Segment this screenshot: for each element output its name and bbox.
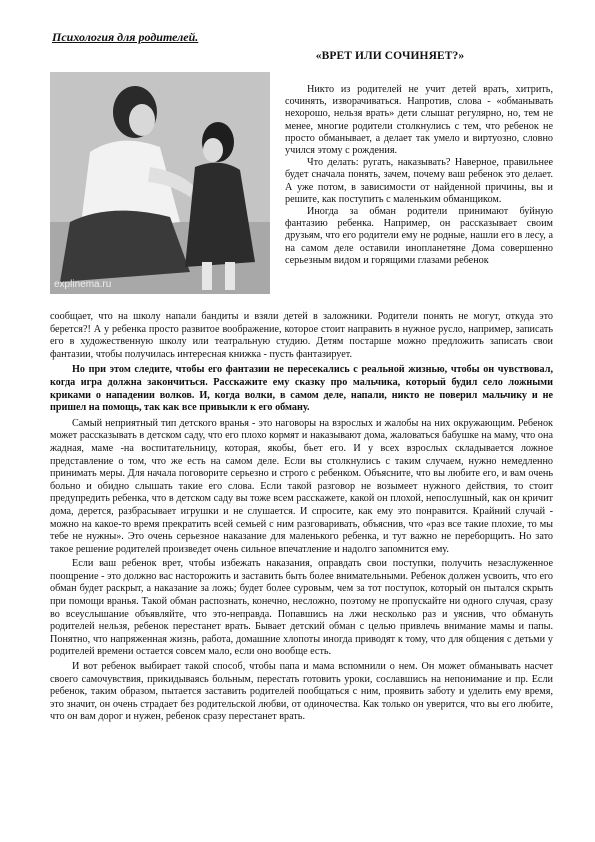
emphasis-paragraph: Но при этом следите, чтобы его фантазии не пересекались с реальной жизнью, чтобы он чувствовал, когда игра должна закончиться. Расскажите ему сказку про мальчика, который будил село ложными криками о нападении волков. И, когда волки, в самом деле, напали, никто не поверил мальчику и не пришел на помощь, так как все привыкли к его обману. bbox=[50, 364, 553, 414]
photo-watermark: explinema.ru bbox=[54, 279, 112, 290]
article-photo bbox=[50, 72, 270, 294]
paragraph: Если ваш ребенок врет, чтобы избежать наказания, оправдать свои поступки, получить незаслуженное поощрение - это должно вас насторожить и заставить быть более внимательными. Ребенок должен усвоить, что его обман будет раскрыт, а наказание за ложь; будет более суровым, чем за тот поступок, который он пытался скрыть при помощи вранья. Такой обман распознать, конечно, несложно, поэтому не пропускайте ни одного случая, сразу во всеуслышание объявляйте, что это-неправда. Попавшись на лжи несколько раз и уяснив, что обмануть родителей нельзя, ребенок перестанет врать. Бывает детский обман с целью привлечь внимание мамы и папы. Понятно, что напряженная жизнь, работа, домашние хлопоты иногда приводят к тому, что для общения с детьми у родителей времени остается совсем мало, если оно вообще есть. bbox=[50, 558, 553, 658]
paragraph: сообщает, что на школу напали бандиты и взяли детей в заложники. Родители понять не могут, откуда это берется?! А у ребенка просто развитое воображение, которое стоит направить в нужное русло, например, записать его в художественную школу или театральную студию. Детям постарше можно предложить записать свои фантазии, чтобы получилась интересная книжка - пусть фантазирует. bbox=[50, 311, 553, 360]
section-header: Психология для родителей. bbox=[52, 30, 199, 44]
body-text bbox=[50, 311, 553, 724]
article-title: «ВРЕТ ИЛИ СОЧИНЯЕТ?» bbox=[315, 50, 465, 62]
paragraph: Самый неприятный тип детского вранья - это наговоры на взрослых и жалобы на них окружающим. Ребенок может рассказывать в детском саду, что его плохо кормят и наказывают дома, жаловаться бабушке на маму, что она жадная, маме -на воспитательницу, которая, якобы, бьет его. И у всех взрослых складывается ложное представление о том, что же есть на самом деле. Если вы столкнулись с таким случаем, нужно немедленно принимать меры. Для начала поговорите серьезно и строго с ребенком. Объясните, что вы любите его, и вам очень больно и обидно слышать такие его слова. Если такой разговор не возымеет нужного действия, то стоит предупредить ребенка, что в детском саду вы тоже всем расскажете, какой он плохой, непослушный, как он кричит дома, дерется, разбрасывает игрушки и не слушается. И спросите, как ему это понравится. Крайний случай - можно на какое-то время прекратить всей семьей с ним разговаривать, объяснив, что «раз все такие плохие, то мы тебе не нужны». Это очень серьезное наказание для маленького ребенка, и тут важно не переборщить. Но зато такое решение родителей произведет очень сильное впечатление и надолго запомнится ему. bbox=[50, 417, 553, 555]
column-text bbox=[285, 84, 553, 267]
paragraph: Что делать: ругать, наказывать? Наверное, правильнее будет сначала понять, зачем, почему ваш ребенок это делает. А уже потом, в зависимости от найденной причины, вы и решите, как поступить с маленьким обманщиком. bbox=[285, 157, 553, 205]
paragraph: Иногда за обман родители принимают буйную фантазию ребенка. Например, он рассказывает своим друзьям, что его родители ему не родные, нашли его в лесу, а на самом деле оставили инопланетяне Дома совершенно серьезным видом и горящими глазами ребенок bbox=[285, 206, 553, 266]
paragraph: Никто из родителей не учит детей врать, хитрить, сочинять, изворачиваться. Напротив, слова - «обманывать нехорошо, нельзя врать» дети слышат регулярно, но, тем не менее, многие родители столкнулись с тем, что ребенок не просто обманывает, а делает так умело и виртуозно, словно учился этому с рождения. bbox=[285, 84, 553, 157]
paragraph: И вот ребенок выбирает такой способ, чтобы папа и мама вспомнили о нем. Он может обманывать насчет своего самочувствия, прикидываясь больным, перестать готовить уроки, сославшись на непонимание и пр. Если ребенок, таким образом, пытается заставить родителей пообщаться с ним, проявить заботу и уделить ему время, это значит, он очень страдает без родительской любви, от одиночества. Как только он уверится, что вы его любите, что он вам дорог и нужен, ребенок сразу перестанет врать. bbox=[50, 661, 553, 723]
photo-illustration bbox=[50, 72, 270, 294]
